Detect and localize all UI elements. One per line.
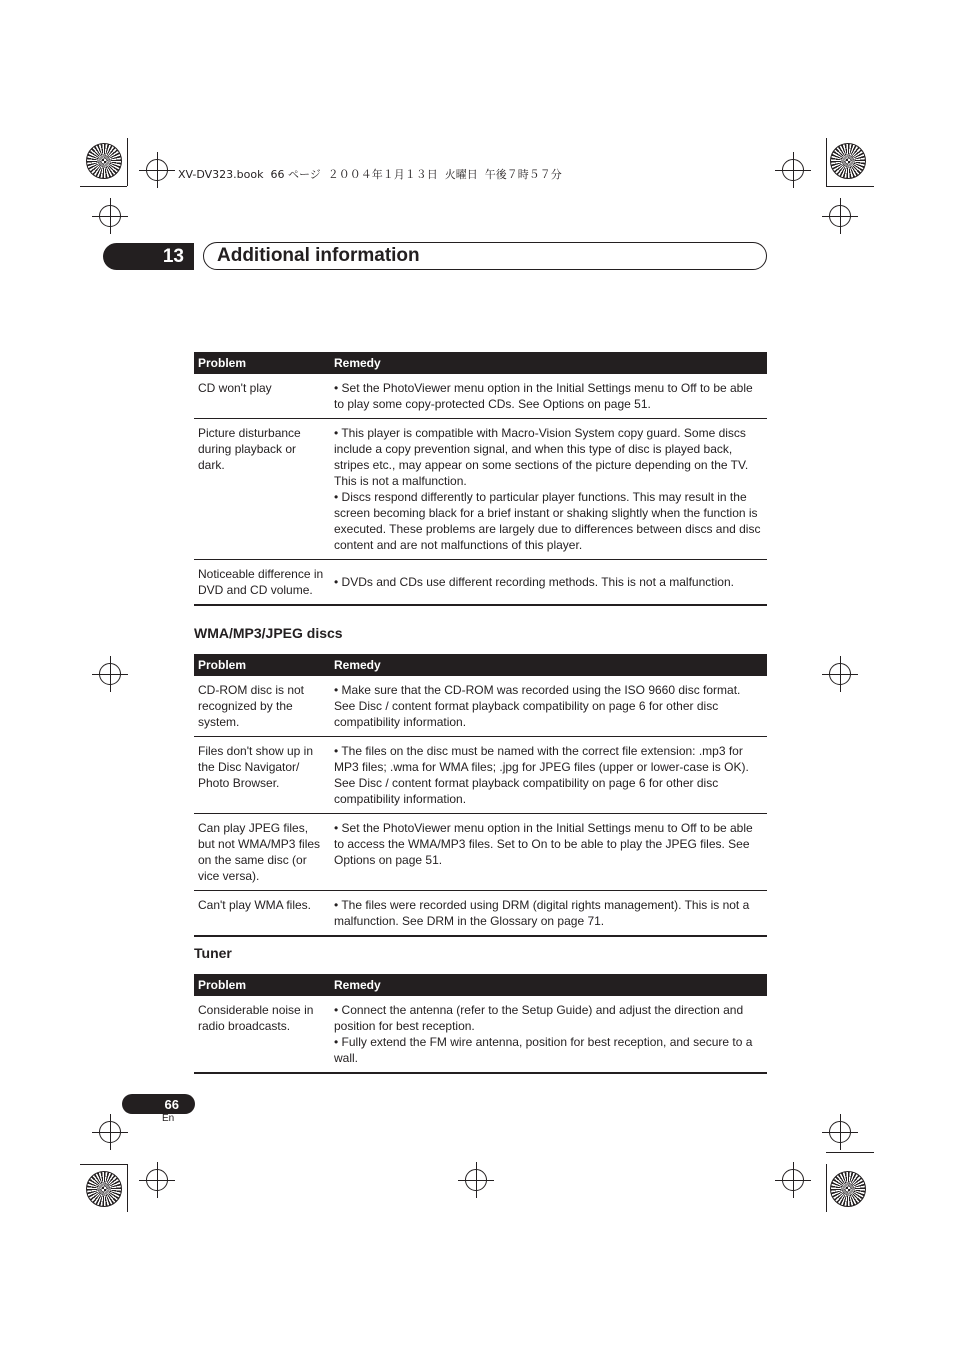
- table-row: [194, 891, 767, 937]
- table-row: [194, 560, 767, 606]
- remedy-cell: • Set the PhotoViewer menu option in the Initial Settings menu to Off to be able to play some copy-protected CDs. See Options on page 51.: [330, 374, 767, 419]
- section-heading-tuner: Tuner: [194, 945, 232, 961]
- table-header-row: [194, 352, 767, 374]
- problem-cell: Can play JPEG files, but not WMA/MP3 files on the same disc (or vice versa).: [194, 814, 330, 891]
- crosshair-icon: [99, 1121, 121, 1143]
- table-header-row: [194, 974, 767, 996]
- chapter-number: 13: [162, 245, 184, 267]
- remedy-column-header: Remedy: [330, 654, 767, 676]
- problem-cell: CD won't play: [194, 374, 330, 419]
- remedy-item: • This player is compatible with Macro-Vision System copy guard. Some discs include a copy prevention signal, and when this type of disc is played back, stripes etc., may appear on some sections of the picture depending on the TV. This is not a malfunction.: [334, 426, 749, 488]
- crosshair-icon: [146, 159, 168, 181]
- problem-cell: Considerable noise in radio broadcasts.: [194, 996, 330, 1073]
- crosshair-icon: [782, 159, 804, 181]
- page-number-badge: [122, 1094, 195, 1114]
- chapter-title: Additional information: [217, 245, 420, 266]
- chapter-number-badge: [103, 243, 194, 270]
- chapter-title-box: [203, 242, 767, 270]
- crosshair-icon: [829, 1121, 851, 1143]
- crop-mark: [826, 1152, 874, 1153]
- crosshair-icon: [782, 1169, 804, 1191]
- remedy-cell: • Set the PhotoViewer menu option in the Initial Settings menu to Off to be able to access the WMA/MP3 files. Set to On to be able to play the JPEG files. See Options on page 51.: [330, 814, 767, 891]
- registration-sunburst-top-right: [830, 143, 866, 179]
- remedy-column-header: Remedy: [330, 352, 767, 374]
- crop-mark: [127, 138, 128, 186]
- remedy-item: • Connect the antenna (refer to the Setup Guide) and adjust the direction and position for best reception.: [334, 1003, 744, 1033]
- problem-cell: CD-ROM disc is not recognized by the system.: [194, 676, 330, 737]
- registration-sunburst-bottom-right: [830, 1171, 866, 1207]
- remedy-cell: • The files on the disc must be named with the correct file extension: .mp3 for MP3 files; .wma for WMA files; .jpg for JPEG files (upper or lower-case is OK). See Disc / content format playback compatibility on page 6 for other disc compatibility information.: [330, 737, 767, 814]
- crop-mark: [127, 1164, 128, 1212]
- troubleshooting-table-wma-mp3-jpeg: [194, 654, 767, 937]
- crosshair-icon: [829, 663, 851, 685]
- problem-column-header: Problem: [194, 352, 330, 374]
- table-row: [194, 996, 767, 1073]
- remedy-item: • Fully extend the FM wire antenna, position for best reception, and secure to a wall.: [334, 1035, 753, 1065]
- remedy-cell: [330, 419, 767, 560]
- problem-cell: Files don't show up in the Disc Navigator/ Photo Browser.: [194, 737, 330, 814]
- crop-mark: [826, 138, 827, 186]
- crosshair-icon: [146, 1169, 168, 1191]
- remedy-item: • Discs respond differently to particular player functions. This may result in the screen becoming black for a brief instant or shaking slightly when the function is executed. These problems are largely due to differences between discs and disc content and are not malfunctions of this player.: [334, 490, 761, 552]
- problem-column-header: Problem: [194, 974, 330, 996]
- remedy-cell: • Make sure that the CD-ROM was recorded using the ISO 9660 disc format. See Disc / content format playback compatibility on page 6 for other disc compatibility information.: [330, 676, 767, 737]
- remedy-cell: [330, 996, 767, 1073]
- table-row: [194, 814, 767, 891]
- problem-column-header: Problem: [194, 654, 330, 676]
- remedy-column-header: Remedy: [330, 974, 767, 996]
- crop-mark: [80, 1164, 127, 1165]
- troubleshooting-table-general: [194, 352, 767, 606]
- table-row: [194, 374, 767, 419]
- crop-mark: [826, 186, 874, 187]
- problem-cell: Noticeable difference in DVD and CD volume.: [194, 560, 330, 606]
- table-row: [194, 419, 767, 560]
- crop-mark: [826, 1164, 827, 1212]
- problem-cell: Can't play WMA files.: [194, 891, 330, 937]
- crop-mark: [80, 186, 127, 187]
- crosshair-icon: [829, 205, 851, 227]
- remedy-cell: • The files were recorded using DRM (digital rights management). This is not a malfunction. See DRM in the Glossary on page 71.: [330, 891, 767, 937]
- page-number: 66: [164, 1096, 179, 1112]
- table-row: [194, 676, 767, 737]
- problem-cell: Picture disturbance during playback or dark.: [194, 419, 330, 560]
- page-language: En: [162, 1113, 175, 1124]
- troubleshooting-table-tuner: [194, 974, 767, 1074]
- registration-sunburst-bottom-left: [86, 1171, 122, 1207]
- print-header: XV-DV323.book 66 ページ ２００４年１月１３日 火曜日 午後７時５７分: [178, 168, 562, 181]
- remedy-cell: • DVDs and CDs use different recording methods. This is not a malfunction.: [330, 560, 767, 606]
- crosshair-icon: [99, 205, 121, 227]
- crosshair-icon: [465, 1169, 487, 1191]
- table-row: [194, 737, 767, 814]
- crosshair-icon: [99, 663, 121, 685]
- registration-sunburst-top-left: [86, 143, 122, 179]
- table-header-row: [194, 654, 767, 676]
- section-heading-wma-mp3-jpeg: WMA/MP3/JPEG discs: [194, 625, 343, 641]
